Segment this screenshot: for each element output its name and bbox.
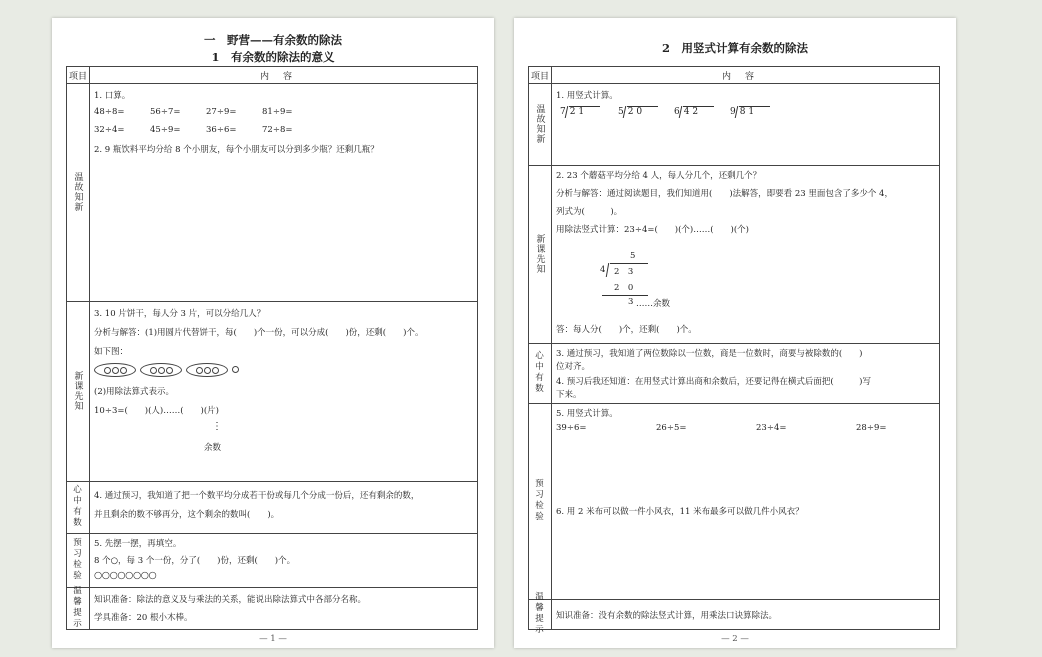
q2-formula: 列式为( )。 [556,207,623,217]
long-division-bracket: 7 2 1 [560,107,600,117]
header-content: 内容 [259,72,306,82]
q2-text: 2. 9 瓶饮料平均分给 8 个小朋友，每个小朋友可以分到多少瓶？还剩几瓶？ [94,145,379,155]
q4-line1: 4. 预习后我还知道：在用竖式计算出商和余数后，还要记得在横式后面把( )写 [556,377,871,387]
row-label-preview: 预习检验 [73,538,83,581]
remainder: 3 [628,297,634,307]
row-label-heart: 心中有数 [73,485,83,528]
row-new-lesson [67,301,477,482]
q3-remainder-label: 余数 [204,443,222,453]
remaining-circle [232,366,239,373]
row-label-review: 温故知新 [72,172,83,212]
divisor: 4 [600,265,606,275]
q4-line1: 4. 通过预习，我知道了把一个数平均分成若干份或每几个分成一份后，还有剩余的数， [94,491,420,501]
table-header [529,67,939,84]
q1-title: 1. 口算。 [94,91,131,101]
row-tips [529,592,939,635]
q5-item: 23÷4= [756,423,787,433]
section-title: 1 有余数的除法的意义 [211,50,335,64]
quotient: 5 [630,251,636,261]
row-preview-check [529,403,939,600]
q3-dots: ⋮ [212,421,222,432]
row-label-new: 新课先知 [72,371,83,411]
long-division [600,251,680,313]
product: 2 0 [614,283,634,293]
header-content: 内容 [721,72,768,82]
q5-circles: ○○○○○○○○ [94,570,157,581]
row-label-review: 温故知新 [534,104,545,144]
q1-item: 81÷9= [262,107,293,117]
worksheet-table [528,66,940,635]
page-number: — 2 — [721,634,749,644]
row-tips [67,587,477,629]
q5-title: 5. 先摆一摆，再填空。 [94,539,182,549]
q5-title: 5. 用竖式计算。 [556,409,618,419]
row-label-tip: 温馨提示 [535,592,545,635]
row-label-heart: 心中有数 [535,351,545,394]
q3-title: 3. 10 片饼干，每人分 3 片，可以分给几人？ [94,309,266,319]
q1-item: 56÷7= [150,107,181,117]
q3-see-figure: 如下图： [94,347,129,357]
q1-item: 45÷9= [150,125,181,135]
q3-line2: 位对齐。 [556,362,591,372]
long-division-bracket: 6 4 2 [674,107,714,117]
circle-group [140,363,182,377]
q5-question: 8 个○，每 3 个一份，分了( )份，还剩( )个。 [94,556,296,566]
workbook-page-2 [514,18,956,648]
worksheet-table [66,66,478,630]
q3-equation: 10÷3=( )(人)……( )(片) [94,406,219,416]
row-new-lesson [529,165,939,344]
row-label-tip: 温馨提示 [73,586,83,629]
q2-title: 2. 23 个蘑菇平均分给 4 人，每人分几个，还剩几个？ [556,171,762,181]
table-header [67,67,477,84]
q1-item: 36÷6= [206,125,237,135]
tip-line1: 知识准备：除法的意义及与乘法的关系，能说出除法算式中各部分名称。 [94,595,367,605]
row-review [529,83,939,166]
row-label-new: 新课先知 [534,234,545,274]
row-key-points [529,343,939,404]
q3-line1: 3. 通过预习，我知道了两位数除以一位数，商是一位数时，商要与被除数的( ) [556,349,863,359]
q2-analysis: 分析与解答：通过阅读题目，我们知道用( )法解答，即要看 23 里面包含了多少个 4， [556,189,893,199]
long-division-bracket: 9 8 1 [730,107,770,117]
q6-text: 6. 用 2 米布可以做一件小风衣，11 米布最多可以做几件小风衣？ [556,507,804,517]
q1-item: 32÷4= [94,125,125,135]
chapter-title: 一 野营——有余数的除法 [204,33,342,47]
page-number: — 1 — [259,634,287,644]
q4-line2: 下来。 [556,390,582,400]
q1-title: 1. 用竖式计算。 [556,91,618,101]
workbook-page-1 [52,18,494,648]
q2-vertical-hint: 用除法竖式计算：23÷4=( )(个)……( )(个) [556,225,749,235]
q3-equation-hint: (2)用除法算式表示。 [94,387,175,397]
header-item: 项目 [530,72,549,82]
q4-line2: 并且剩余的数不够再分，这个剩余的数叫( )。 [94,510,280,520]
q1-item: 27÷9= [206,107,237,117]
q1-item: 48÷8= [94,107,125,117]
remainder-label: ……余数 [636,299,671,309]
row-preview-check [67,533,477,588]
row-review [67,83,477,302]
q5-item: 39÷6= [556,423,587,433]
q5-item: 28÷9= [856,423,887,433]
tip-line2: 学具准备：20 根小木棒。 [94,613,193,623]
row-label-preview: 预习检验 [535,479,545,522]
circle-group [186,363,228,377]
q5-item: 26÷5= [656,423,687,433]
q2-answer: 答：每人分( )个，还剩( )个。 [556,325,697,335]
q1-item: 72÷8= [262,125,293,135]
q3-analysis: 分析与解答：(1)用圆片代替饼干，每( )个一份，可以分成( )份，还剩( )个。 [94,328,424,338]
circle-group [94,363,136,377]
header-item: 项目 [68,72,87,82]
long-division-bracket: 5 2 0 [618,107,658,117]
row-key-points [67,481,477,534]
tip-line1: 知识准备：没有余数的除法竖式计算，用乘法口诀算除法。 [556,611,778,621]
section-title: 2 用竖式计算有余数的除法 [661,41,808,55]
dividend: 2 3 [614,267,634,277]
